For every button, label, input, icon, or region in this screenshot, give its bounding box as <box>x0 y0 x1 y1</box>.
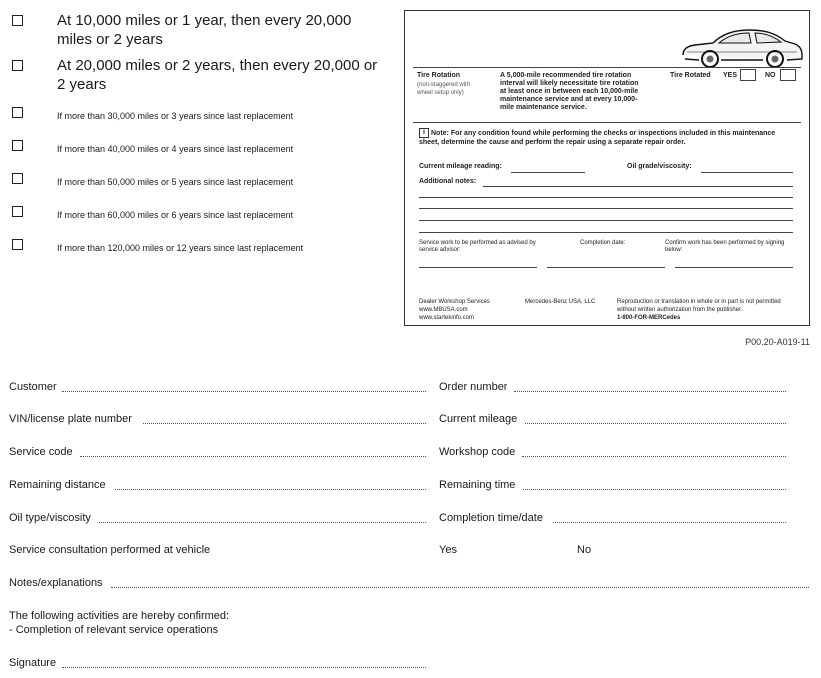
order-number-label: Order number <box>439 381 508 393</box>
option-4-label: If more than 40,000 miles or 4 years since last replacement <box>57 144 294 154</box>
option-4-checkbox[interactable] <box>12 140 23 151</box>
tire-rotation-text-3: at least once in between each 10,000-mile <box>500 88 639 95</box>
oil-type-label: Oil type/viscosity <box>9 512 91 524</box>
confirm-intro-text: The following activities are hereby confirmed: <box>9 610 230 622</box>
option-2-line1: At 20,000 miles or 2 years, then every 20,000 or <box>57 57 378 74</box>
option-5-label: If more than 50,000 miles or 5 years since last replacement <box>57 177 294 187</box>
notes-line-1[interactable] <box>483 186 793 187</box>
tire-rotation-sub1: (non-staggered with <box>417 82 471 88</box>
option-2-checkbox[interactable] <box>12 60 23 71</box>
option-1-line2: miles or 2 years <box>57 31 163 48</box>
remaining-time-field[interactable] <box>523 489 786 490</box>
confirm-work-label-1: Confirm work has been performed by signing <box>665 240 785 246</box>
workshop-code-label: Workshop code <box>439 446 516 458</box>
notes-line-2[interactable] <box>419 197 793 198</box>
confirm-signature-field[interactable] <box>675 267 793 268</box>
signature-field[interactable] <box>62 667 426 668</box>
confirm-item-text: - Completion of relevant service operations <box>9 624 219 636</box>
option-2-label <box>57 56 377 94</box>
car-icon <box>677 19 805 69</box>
footer-company: Mercedes-Benz USA, LLC <box>525 299 596 305</box>
current-mileage-reading-label: Current mileage reading: <box>419 163 502 170</box>
footer-copyright-2: without written authorization from the publisher. <box>617 307 743 313</box>
tire-rotation-text-1: A 5,000-mile recommended tire rotation <box>500 72 632 79</box>
oil-type-field[interactable] <box>99 522 426 523</box>
customer-label: Customer <box>9 381 57 393</box>
option-3-checkbox[interactable] <box>12 107 23 118</box>
tire-rotated-yes-label: YES <box>723 72 738 79</box>
current-mileage-label: Current mileage <box>439 413 518 425</box>
card-divider <box>413 67 801 68</box>
vin-label: VIN/license plate number <box>9 413 132 425</box>
option-5-checkbox[interactable] <box>12 173 23 184</box>
completion-date-label: Completion date: <box>580 240 626 246</box>
signature-label: Signature <box>9 657 57 669</box>
completion-time-field[interactable] <box>553 522 786 523</box>
workshop-code-field[interactable] <box>522 456 786 457</box>
footer-copyright-1: Reproduction or translation in whole or in part is not permitted <box>617 299 781 305</box>
oil-grade-field[interactable] <box>701 172 793 173</box>
info-icon: i <box>419 128 429 138</box>
footer-mbusa-link[interactable]: www.MBUSA.com <box>419 307 468 313</box>
notes-field[interactable] <box>111 587 809 588</box>
option-1-line1: At 10,000 miles or 1 year, then every 20,000 <box>57 12 352 29</box>
notes-line-5[interactable] <box>419 232 793 233</box>
service-work-label-1: Service work to be performed as advised by <box>419 240 536 246</box>
tire-rotation-sub2: wheel setup only) <box>417 90 464 96</box>
current-mileage-reading-field[interactable] <box>511 172 585 173</box>
tire-rotation-text-4: maintenance service and at every 10,000- <box>500 96 638 103</box>
remaining-time-label: Remaining time <box>439 479 516 491</box>
maintenance-sheet-card <box>404 10 810 326</box>
option-6-label: If more than 60,000 miles or 6 years since last replacement <box>57 210 294 220</box>
footer-dealer-services: Dealer Workshop Services <box>419 299 490 305</box>
tire-rotation-text-2: interval will likely necessitate tire rotation <box>500 80 639 87</box>
card-divider-2 <box>413 122 801 123</box>
notes-line-4[interactable] <box>419 220 793 221</box>
service-work-label-2: service advisor: <box>419 247 461 253</box>
order-number-field[interactable] <box>514 391 786 392</box>
notes-line-3[interactable] <box>419 208 793 209</box>
service-code-field[interactable] <box>80 456 426 457</box>
option-1-checkbox[interactable] <box>12 15 23 26</box>
footer-startekinfo-link[interactable]: www.startekinfo.com <box>419 315 475 321</box>
tire-rotated-no-label: NO <box>765 72 776 79</box>
current-mileage-field[interactable] <box>525 423 786 424</box>
remaining-distance-label: Remaining distance <box>9 479 106 491</box>
oil-grade-label: Oil grade/viscosity: <box>627 163 692 170</box>
confirm-work-label-2: below: <box>665 247 683 253</box>
option-3-label: If more than 30,000 miles or 3 years since last replacement <box>57 111 294 121</box>
consultation-yes-option[interactable]: Yes <box>439 544 457 556</box>
tire-rotation-text-5: mile maintenance service. <box>500 104 587 111</box>
completion-time-label: Completion time/date <box>439 512 543 524</box>
tire-rotated-yes-box[interactable] <box>740 69 756 81</box>
service-code-label: Service code <box>9 446 73 458</box>
option-1-label <box>57 11 351 49</box>
figure-reference-code: P00.20-A019-11 <box>745 337 810 347</box>
note-line-2: sheet, determine the cause and perform the repair using a separate repair order. <box>419 139 686 146</box>
option-7-checkbox[interactable] <box>12 239 23 250</box>
tire-rotated-label: Tire Rotated <box>670 72 711 79</box>
note-line-1: Note: For any condition found while performing the checks or inspections included in this maintenance <box>431 130 776 137</box>
consultation-label: Service consultation performed at vehicle <box>9 544 211 556</box>
option-2-line2: 2 years <box>57 76 107 93</box>
tire-rotated-no-box[interactable] <box>780 69 796 81</box>
completion-date-field[interactable] <box>547 267 665 268</box>
option-7-label: If more than 120,000 miles or 12 years since last replacement <box>57 243 304 253</box>
consultation-no-option[interactable]: No <box>577 544 592 556</box>
option-6-checkbox[interactable] <box>12 206 23 217</box>
service-work-field[interactable] <box>419 267 537 268</box>
vin-field[interactable] <box>143 423 426 424</box>
customer-field[interactable] <box>62 391 426 392</box>
notes-label: Notes/explanations <box>9 577 103 589</box>
tire-rotation-title: Tire Rotation <box>417 72 461 79</box>
remaining-distance-field[interactable] <box>115 489 426 490</box>
footer-phone: 1-800-FOR-MERCedes <box>617 315 681 321</box>
additional-notes-label: Additional notes: <box>419 178 477 185</box>
